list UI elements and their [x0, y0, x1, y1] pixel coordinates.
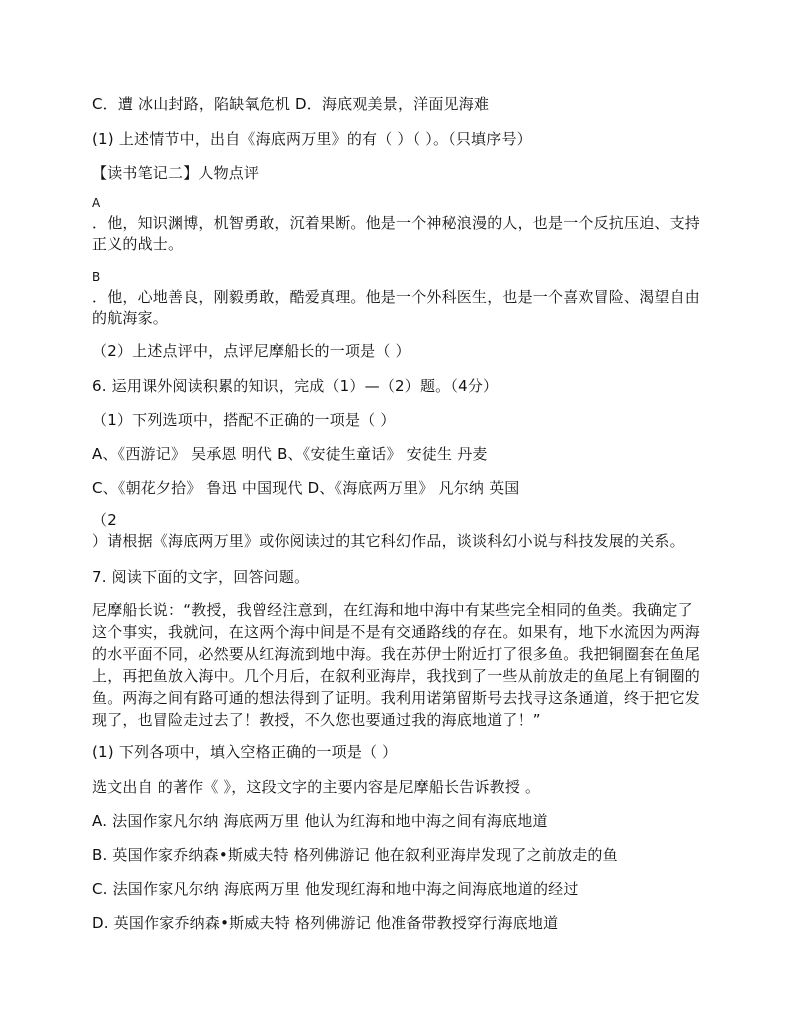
question-6-2-number: （2 [92, 511, 117, 529]
comment-b-text: ．他，心地善良，刚毅勇敢，酷爱真理。他是一个外科医生，也是一个喜欢冒险、渴望自由的航海家。 [92, 288, 701, 327]
question-7-stem: 选文出自 的著作《 》，这段文字的主要内容是尼摩船长告诉教授 。 [92, 778, 541, 796]
question-6-1: （1）下列选项中，搭配不正确的一项是（ ） [92, 411, 396, 429]
comment-a-label: A [92, 196, 101, 210]
comment-b-label: B [92, 270, 101, 284]
reading-note-2-title: 【读书笔记二】人物点评 [92, 164, 260, 182]
option-cd: C、《朝花夕拾》 鲁迅 中国现代 D、《海底两万里》 凡尔纳 英国 [92, 479, 520, 497]
question-7-1: (1) 下列各项中，填入空格正确的一项是（ ） [92, 743, 398, 761]
question-7: 7. 阅读下面的文字，回答问题。 [92, 568, 310, 586]
choice-c: C. 法国作家凡尔纳 海底两万里 他发现红海和地中海之间海底地道的经过 [92, 880, 579, 898]
option-ab: A、《西游记》 吴承恩 明代 B、《安徒生童话》 安徒生 丹麦 [92, 445, 488, 463]
question-6-2-text: ）请根据《海底两万里》或你阅读过的其它科幻作品，谈谈科幻小说与科技发展的关系。 [92, 532, 685, 550]
question-1-plot: (1) 上述情节中，出自《海底两万里》的有（ ）（ ）。（只填序号） [92, 130, 532, 148]
document-page [92, 0, 712, 1028]
choice-b: B. 英国作家乔纳森•斯威夫特 格列佛游记 他在叙利亚海岸发现了之前放走的鱼 [92, 846, 618, 864]
option-cd-previous: C．遭 冰山封路，陷缺氧危机 D．海底观美景，洋面见海难 [92, 95, 490, 113]
question-2-comment: （2）上述点评中，点评尼摩船长的一项是（ ） [92, 342, 411, 360]
comment-a-text: ．他，知识渊博，机智勇敢，沉着果断。他是一个神秘浪漫的人，也是一个反抗压迫、支持正义的战士。 [92, 214, 701, 253]
question-6: 6. 运用课外阅读积累的知识，完成（1）—（2）题。（4分） [92, 377, 499, 395]
reading-passage: 尼摩船长说：“教授，我曾经注意到，在红海和地中海中有某些完全相同的鱼类。我确定了这个事实，我就问，在这两个海中间是不是有交通路线的存在。如果有，地下水流因为两海的水平面不同，必然要从红海流到地中海。我在苏伊士附近打了很多鱼。我把铜圈套在鱼尾上，再把鱼放入海中。几个月后，在叙利亚海岸，我找到了一些从前放走的鱼尾上有铜圈的鱼。两海之间有路可通的想法得到了证明。我利用诺第留斯号去找寻这条通道，终于把它发现了，也冒险走过去了！教授，不久您也要通过我的海底地道了！” [92, 601, 701, 729]
choice-a: A. 法国作家凡尔纳 海底两万里 他认为红海和地中海之间有海底地道 [92, 812, 548, 830]
choice-d: D. 英国作家乔纳森•斯威夫特 格列佛游记 他准备带教授穿行海底地道 [92, 914, 559, 932]
